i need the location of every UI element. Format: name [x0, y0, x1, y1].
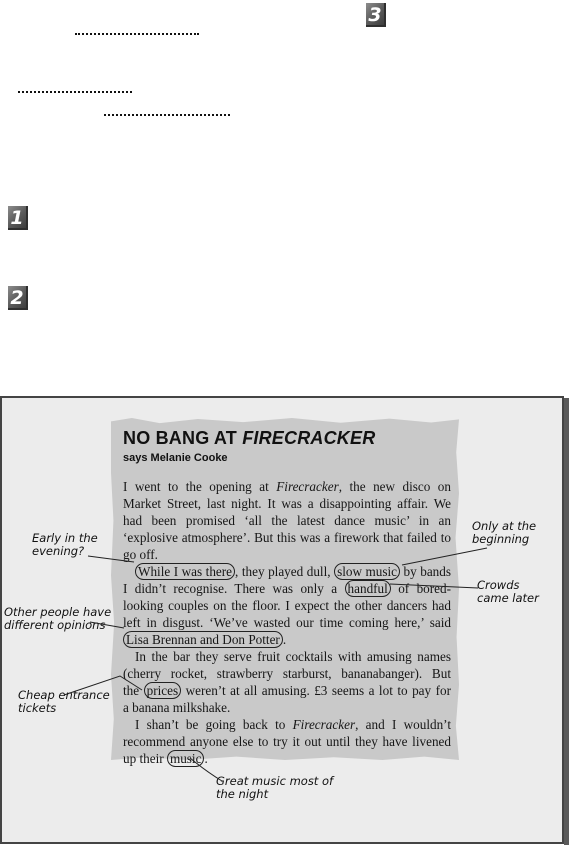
headline-main: NO BANG AT: [123, 428, 243, 448]
article-line-9: left in disgust. ‘We’ve wasted our time coming here,’ said: [123, 615, 451, 630]
note-cheap-entrance-tickets: Cheap entrance tickets: [18, 688, 110, 715]
note-early-in-the-evening: Early in the evening?: [32, 531, 98, 558]
article-line-7: I didn’t recognise. There was only a handful of bored-: [123, 581, 452, 596]
article-byline: says Melanie Cooke: [123, 452, 228, 464]
note-great-music-most-of-the-night: Great music most of the night: [216, 774, 334, 801]
article-line-3: had been promised ‘all the latest dance music’ in an: [123, 513, 451, 528]
article-headline: [123, 428, 453, 449]
answer-blank-1[interactable]: [75, 33, 199, 35]
answer-blank-3[interactable]: [104, 114, 230, 116]
note-only-at-the-beginning: Only at the beginning: [472, 519, 537, 546]
note-crowds-came-later: Crowds came later: [477, 578, 539, 605]
circled-phrase-while-i-was-there: While I was there: [135, 563, 235, 580]
article-line-13: the prices weren’t at all amusing. £3 seems a lot to pay for: [123, 683, 451, 698]
panel-shadow: [564, 398, 569, 845]
exercise-number-3-badge: 3: [366, 3, 386, 27]
exercise-number-2-badge: 2: [8, 286, 28, 310]
article-line-14: a banana milkshake.: [123, 700, 231, 715]
article-line-11: In the bar they serve fruit cocktails with amusing names: [135, 649, 451, 664]
article-line-15: I shan’t be going back to Firecracker, and I wouldn’t: [135, 717, 451, 732]
exercise-number-1-badge: 1: [8, 206, 28, 230]
article-line-6: While I was there , they played dull, slow music by bands: [135, 563, 451, 580]
article-line-17: up their music .: [123, 751, 208, 766]
headline-italic: FIRECRACKER: [242, 428, 376, 448]
circled-phrase-slow-music: slow music: [334, 563, 400, 580]
answer-blank-2[interactable]: [18, 91, 132, 93]
article-line-16: recommend anyone else to try it out until they have livened: [123, 734, 451, 749]
article-line-4: ‘explosive atmosphere’. But this was a firework that failed to: [123, 530, 451, 545]
note-other-people-have-different-opinions: Other people have different opinions: [4, 605, 112, 632]
article-line-1: I went to the opening at Firecracker, the new disco on: [123, 479, 451, 494]
article-line-5: go off.: [123, 547, 158, 562]
article-line-2: Market Street, last night. It was a disappointing affair. We: [123, 496, 451, 511]
article-line-10: Lisa Brennan and Don Potter .: [123, 631, 451, 648]
article-line-12: (cherry rocket, strawberry starburst, bananabanger). But: [123, 666, 451, 681]
circled-phrase-lisa-brennan-and-don-potter: Lisa Brennan and Don Potter: [123, 631, 283, 648]
circled-phrase-music: music: [167, 750, 205, 767]
circled-phrase-prices: prices: [144, 682, 182, 699]
article-line-8: looking couples on the floor. I expect the other dancers had: [123, 598, 451, 613]
circled-phrase-handful: handful: [345, 580, 391, 597]
